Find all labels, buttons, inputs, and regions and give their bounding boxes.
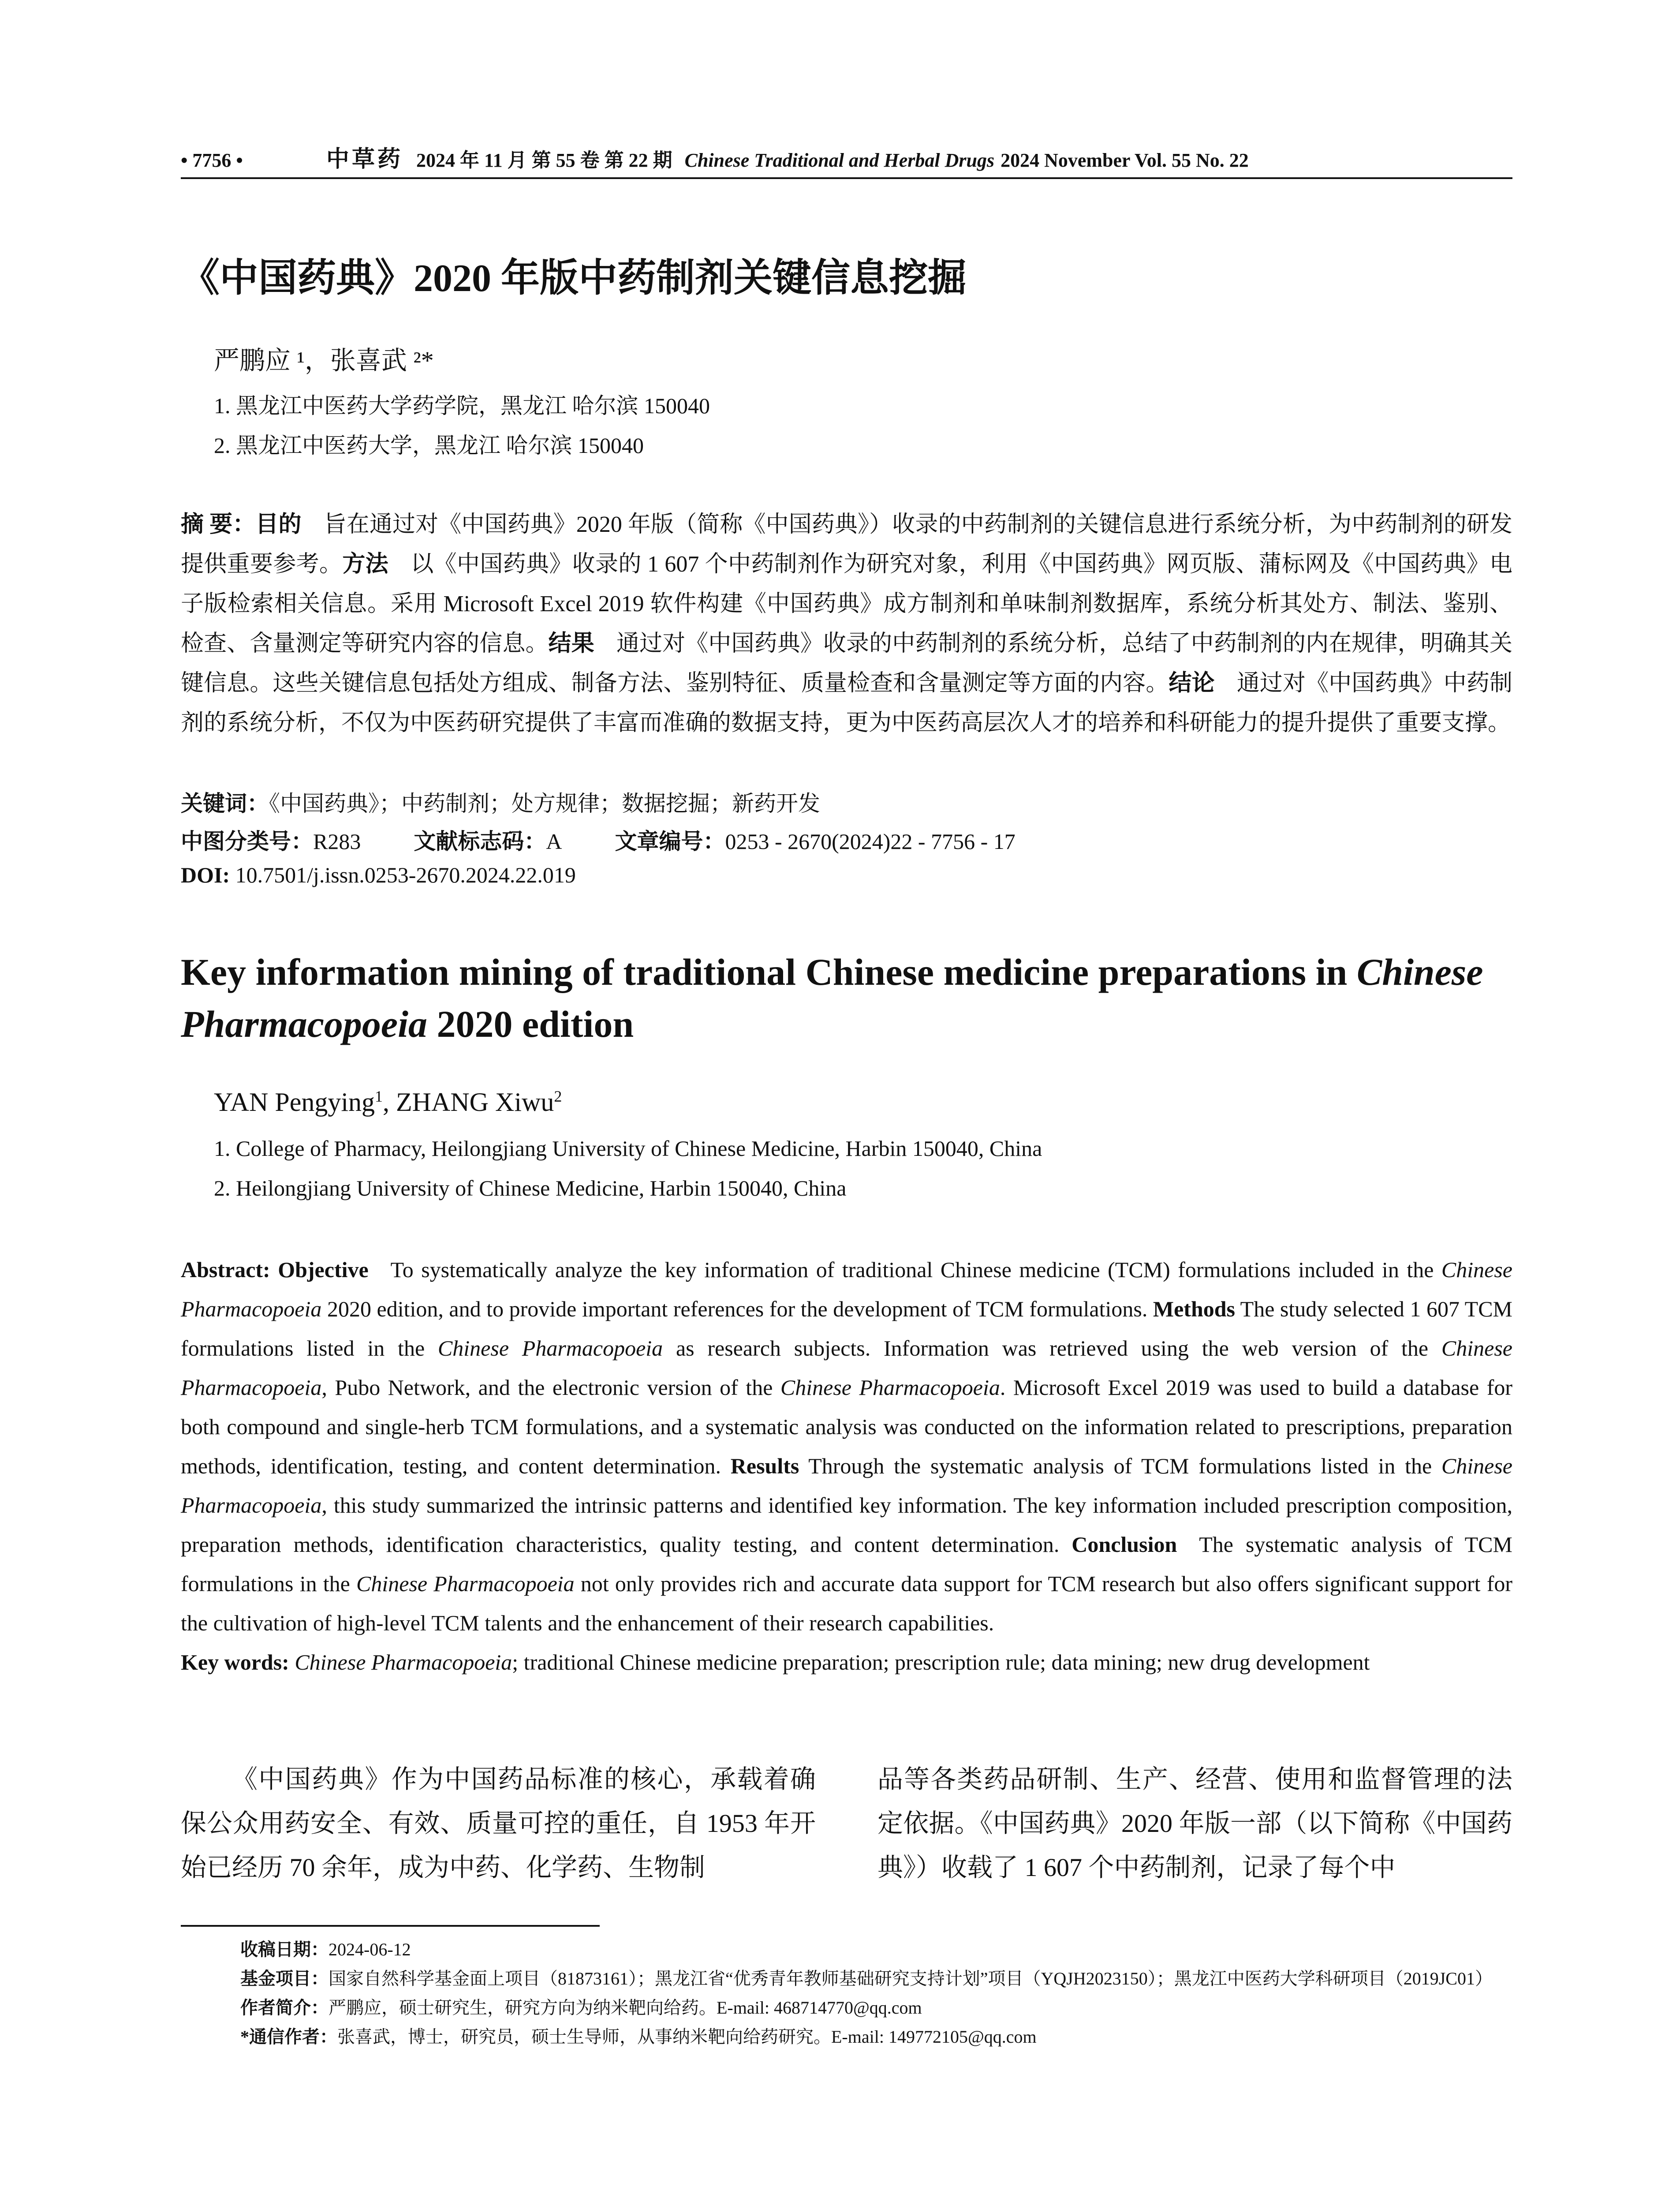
results-italic-en: Chinese Pharmacopoeia [181, 1454, 1512, 1517]
footnote-received [240, 1935, 1512, 1964]
issue-info-en: 2024 November Vol. 55 No. 22 [1001, 149, 1249, 171]
running-header [181, 140, 1512, 173]
keywords-cn-text: 《中国药典》；中药制剂；处方规律；数据挖掘；新药开发 [269, 791, 820, 816]
footnotes [240, 1935, 1512, 2052]
results-text-en-2: , this study summarized the intrinsic patterns and identified key information. The key information included prescription composition, preparation methods, identification characteristics, quality testing, and content determination. [181, 1493, 1512, 1557]
conclusion-italic-en: Chinese Pharmacopoeia [356, 1571, 575, 1596]
keywords-cn [181, 786, 820, 818]
author-separator: , [383, 1088, 396, 1117]
footnote-rule [181, 1925, 600, 1927]
results-label-cn: 结果 [548, 631, 594, 656]
doc-code-value: A [546, 829, 562, 854]
abstract-en-label: Abstract: [181, 1257, 278, 1282]
document-code [414, 824, 562, 856]
journal-name-cn: 中草药 [326, 147, 403, 172]
abstract-cn-label: 摘 要： [181, 512, 256, 537]
methods-text-en: The study selected 1 607 TCM formulations listed in the [181, 1297, 1512, 1360]
results-text-cn: 通过对《中国药典》收录的中药制剂的系统分析，总结了中药制剂的内在规律，明确其关键信息。这些关键信息包括处方组成、制备方法、鉴别特征、质量检查和含量测定等方面的内容。 [181, 631, 1512, 696]
clc-number [181, 824, 361, 856]
methods-text-en-3: , Pubo Network, and the electronic version of the [321, 1375, 780, 1400]
doi-line [181, 862, 576, 888]
article-title-en [181, 946, 1512, 1050]
footnote-corresponding [240, 2022, 1512, 2052]
abstract-en [181, 1250, 1512, 1682]
abstract-cn [181, 505, 1512, 743]
footnote-label: 收稿日期： [240, 1940, 329, 1959]
body-column-left: 《中国药典》作为中国药品标准的核心，承载着确保公众用药安全、有效、质量可控的重任，自 1953 年开始已经历 70 余年，成为中药、化学药、生物制 [181, 1765, 816, 1882]
conclusion-text-en-2: not only provides rich and accurate data support for TCM research but also offers significant support for the cultivation of high-level TCM talents and the enhancement of their research capabilities. [181, 1571, 1513, 1635]
objective-label-en: Objective [278, 1257, 369, 1282]
classification-line [181, 824, 1068, 856]
methods-italic-en-3: Chinese Pharmacopoeia [780, 1375, 1000, 1400]
title-en-part1: Key information mining of traditional Chinese medicine preparations in [181, 951, 1357, 993]
footnote-label: *通信作者： [240, 2027, 337, 2047]
authors-cn: 严鹏应 ¹，张喜武 ²* [214, 346, 434, 375]
methods-label-cn: 方法 [342, 552, 388, 577]
objective-text-en-2: 2020 edition, and to provide important references for the development of TCM formulations. [321, 1297, 1153, 1321]
doi-label: DOI: [181, 863, 230, 887]
doi-link[interactable]: 10.7501/j.issn.0253-2670.2024.22.019 [235, 863, 576, 887]
article-no-label: 文章编号： [615, 829, 725, 854]
author-2-affil-mark: 2 [554, 1088, 562, 1105]
objective-text-en: To systematically analyze the key information of traditional Chinese medicine (TCM) formulations included in the [390, 1257, 1441, 1282]
conclusion-label-en: Conclusion [1071, 1532, 1177, 1557]
title-en-part2: 2020 edition [427, 1003, 634, 1045]
article-title-cn: 《中国药典》2020 年版中药制剂关键信息挖掘 [181, 257, 967, 300]
body-column-right: 品等各类药品研制、生产、经营、使用和监督管理的法定依据。《中国药典》2020 年版一部（以下简称《中国药典》）收载了 1 607 个中药制剂，记录了每个中 [877, 1765, 1512, 1882]
author-1-affil-mark: 1 [375, 1088, 383, 1105]
methods-italic-en-2: Chinese Pharmacopoeia [181, 1336, 1512, 1400]
footnote-label: 基金项目： [240, 1969, 329, 1988]
methods-italic-en-1: Chinese Pharmacopoeia [437, 1336, 663, 1360]
article-no-value: 0253 - 2670(2024)22 - 7756 - 17 [725, 829, 1015, 854]
issue-info-cn: 2024 年 11 月 第 55 卷 第 22 期 [416, 149, 672, 171]
doc-code-label: 文献标志码： [414, 829, 546, 854]
conclusion-text-en: The systematic analysis of TCM formulations in the [181, 1532, 1512, 1596]
clc-label: 中图分类号： [181, 829, 313, 854]
conclusion-label-cn: 结论 [1169, 671, 1215, 696]
header-rule [181, 177, 1512, 179]
methods-text-en-4: . Microsoft Excel 2019 was used to build a database for both compound and single-herb TCM formulations, and a systematic analysis was conducted on the information related to prescriptions, preparation methods, identification, testing, and content determination. [181, 1375, 1512, 1478]
methods-label-en: Methods [1153, 1297, 1236, 1321]
journal-name-en: Chinese Traditional and Herbal Drugs [684, 149, 995, 171]
page-number: • 7756 • [181, 149, 243, 171]
affiliation-en-1: 1. College of Pharmacy, Heilongjiang University of Chinese Medicine, Harbin 150040, China [214, 1136, 1042, 1161]
article-number [615, 824, 1015, 856]
footnote-text: 国家自然科学基金面上项目（81873161）；黑龙江省“优秀青年教师基础研究支持计划”项目（YQJH2023150）；黑龙江中医药大学科研项目（2019JC01） [329, 1969, 1493, 1988]
keywords-en-italic: Chinese Pharmacopoeia [295, 1650, 512, 1674]
footnote-label: 作者简介： [240, 1998, 329, 2018]
objective-text-cn: 旨在通过对《中国药典》2020 年版（简称《中国药典》）收录的中药制剂的关键信息进行系统分析，为中药制剂的研发提供重要参考。 [181, 512, 1512, 577]
author-2-en: ZHANG Xiwu [396, 1088, 554, 1117]
keywords-en-text: ; traditional Chinese medicine preparation; prescription rule; data mining; new drug development [512, 1650, 1370, 1674]
results-text-en: Through the systematic analysis of TCM formulations listed in the [799, 1454, 1441, 1478]
clc-value: R283 [313, 829, 361, 854]
footnote-text: 严鹏应，硕士研究生，研究方向为纳米靶向给药。E-mail: 468714770@qq.com [329, 1998, 922, 2018]
affiliation-en-2: 2. Heilongjiang University of Chinese Medicine, Harbin 150040, China [214, 1176, 847, 1200]
keywords-en-label: Key words: [181, 1650, 295, 1674]
author-1-en: YAN Pengying [214, 1088, 375, 1117]
title-en-italic: Chinese Pharmacopoeia [181, 951, 1483, 1045]
footnote-text: 2024-06-12 [329, 1940, 411, 1959]
affiliation-cn-2: 2. 黑龙江中医药大学，黑龙江 哈尔滨 150040 [214, 433, 644, 458]
objective-label-cn: 目的 [255, 512, 302, 537]
methods-text-cn: 以《中国药典》收录的 1 607 个中药制剂作为研究对象，利用《中国药典》网页版、蒲标网及《中国药典》电子版检索相关信息。采用 Microsoft Excel 2019 软件构建《中国药典》成方制剂和单味制剂数据库，系统分析其处方、制法、鉴别、检查、含量测定等研究内容的信息。 [181, 552, 1512, 656]
results-label-en: Results [730, 1454, 799, 1478]
footnote-text: 张喜武，博士，研究员，硕士生导师，从事纳米靶向给药研究。E-mail: 149772105@qq.com [337, 2027, 1037, 2047]
affiliation-cn-1: 1. 黑龙江中医药大学药学院，黑龙江 哈尔滨 150040 [214, 393, 710, 418]
objective-italic-en: Chinese Pharmacopoeia [181, 1257, 1512, 1321]
footnote-author-bio [240, 1993, 1512, 2022]
footnote-funding [240, 1964, 1512, 1993]
keywords-cn-label: 关键词： [181, 791, 269, 816]
methods-text-en-2: as research subjects. Information was retrieved using the web version of the [663, 1336, 1441, 1360]
conclusion-text-cn: 通过对《中国药典》中药制剂的系统分析，不仅为中医药研究提供了丰富而准确的数据支持，更为中医药高层次人才的培养和科研能力的提升提供了重要支撑。 [181, 671, 1512, 736]
authors-en [214, 1087, 562, 1117]
